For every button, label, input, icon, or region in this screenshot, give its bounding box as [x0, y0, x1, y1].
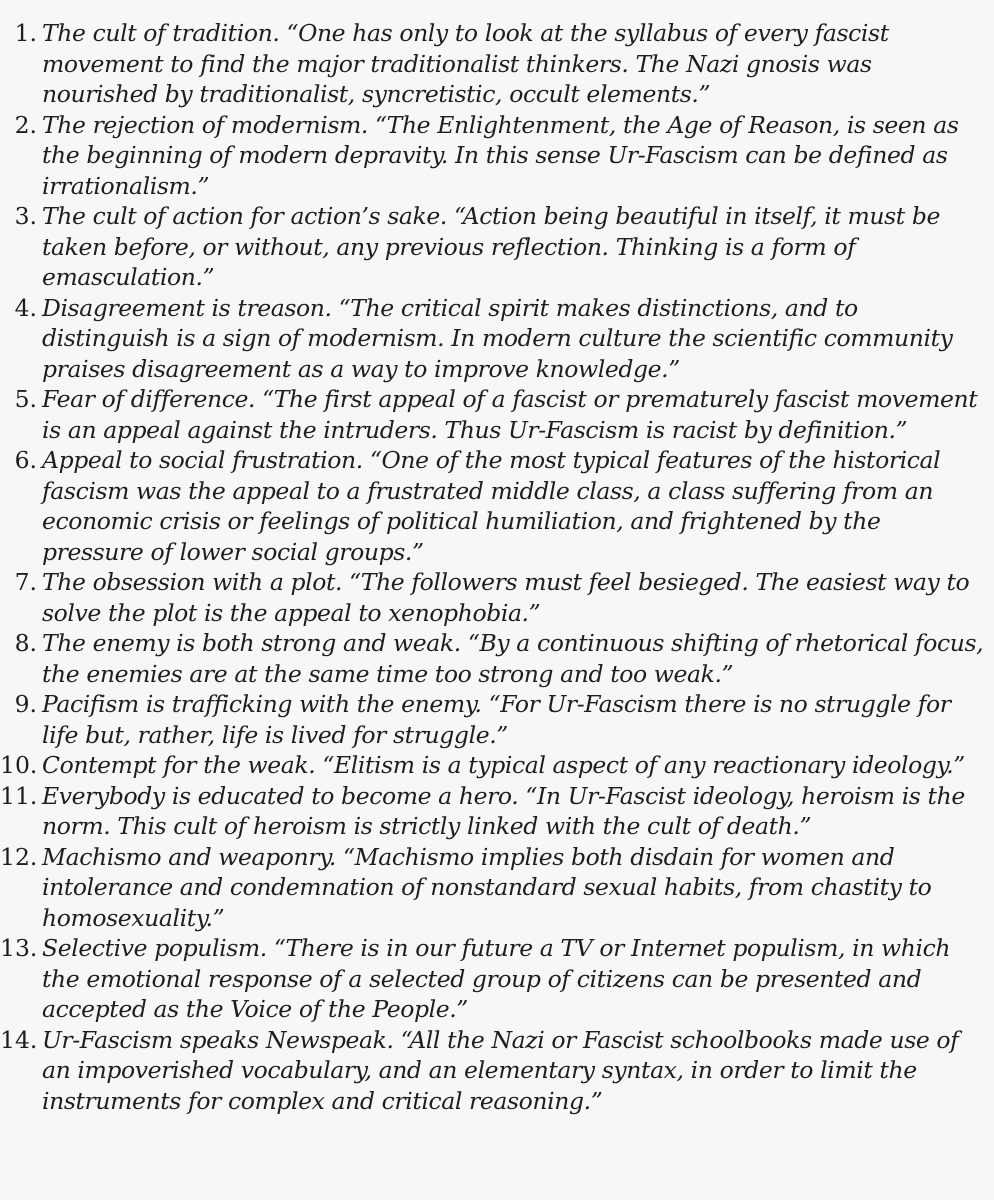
list-item — [0, 933, 986, 1025]
list-text: The cult of tradition. “One has only to look at the syllabus of every fascist movement to find the major traditionalist thinkers. The Nazi gnosis was nourished by traditionalist, syncretistic, occult elements.” — [42, 19, 889, 108]
list-item — [0, 1025, 986, 1117]
list-number: 8. — [14, 629, 37, 657]
list-text: Contempt for the weak. “Elitism is a typical aspect of any reactionary ideology.” — [42, 751, 965, 779]
list-number: 5. — [14, 385, 37, 413]
list-text: Everybody is educated to become a hero. “In Ur-Fascist ideology, heroism is the norm. This cult of heroism is strictly linked with the cult of death.” — [42, 781, 965, 840]
list-text: The obsession with a plot. “The followers must feel besieged. The easiest way to solve the plot is the appeal to xenophobia.” — [42, 568, 970, 627]
list-text: Machismo and weaponry. “Machismo implies both disdain for women and intolerance and condemnation of nonstandard sexual habits, from chastity to homosexuality.” — [42, 842, 932, 932]
list-number: 3. — [14, 202, 37, 230]
list-item — [0, 445, 986, 567]
list-text: Ur-Fascism speaks Newspeak. “All the Nazi or Fascist schoolbooks made use of an impoverished vocabulary, and an elementary syntax, in order to limit the instruments for complex and critical reasoning.” — [42, 1025, 959, 1115]
list-text: The rejection of modernism. “The Enlightenment, the Age of Reason, is seen as the beginning of modern depravity. In this sense Ur-Fascism can be defined as irrationalism.” — [42, 110, 959, 200]
list-text: The cult of action for action’s sake. “Action being beautiful in itself, it must be taken before, or without, any previous reflection. Thinking is a form of emasculation.” — [42, 202, 940, 291]
list-number: 14. — [0, 1025, 38, 1054]
list-item — [0, 628, 986, 689]
list-item — [0, 567, 986, 628]
list-text: Fear of difference. “The first appeal of a fascist or prematurely fascist movement is an appeal against the intruders. Thus Ur-Fascism is racist by definition.” — [42, 385, 978, 444]
list-number: 4. — [14, 293, 37, 322]
list-item — [0, 201, 986, 293]
list-item — [0, 750, 986, 781]
list-item — [0, 110, 986, 202]
list-item — [0, 689, 986, 750]
list-item — [0, 293, 986, 385]
list-text: Selective populism. “There is in our future a TV or Internet populism, in which the emotional response of a selected group of citizens can be presented and accepted as the Voice of the People.” — [42, 934, 951, 1023]
list-number: 12. — [0, 842, 38, 871]
list-item — [0, 842, 986, 934]
list-text: The enemy is both strong and weak. “By a continuous shifting of rhetorical focus, the enemies are at the same time too strong and too weak.” — [42, 629, 984, 688]
list-item — [0, 18, 986, 110]
list-item — [0, 781, 986, 842]
list-number: 6. — [14, 446, 37, 474]
numbered-list — [0, 18, 986, 1116]
list-text: Pacifism is trafficking with the enemy. “For Ur-Fascism there is no struggle for life but, rather, life is lived for struggle.” — [42, 690, 951, 749]
list-text: Disagreement is treason. “The critical spirit makes distinctions, and to distinguish is a sign of modernism. In modern culture the scientific community praises disagreement as a way to improve knowledge.” — [42, 293, 953, 383]
list-text: Appeal to social frustration. “One of the most typical features of the historical fascism was the appeal to a frustrated middle class, a class suffering from an economic crisis or feelings of political humiliation, and frightened by the pressure of lower social groups.” — [42, 446, 941, 566]
list-number: 11. — [0, 781, 38, 810]
list-item — [0, 384, 986, 445]
list-number: 10. — [0, 751, 38, 779]
list-number: 13. — [0, 934, 38, 962]
list-number: 2. — [14, 110, 37, 139]
list-number: 9. — [14, 690, 37, 718]
list-number: 7. — [14, 568, 37, 596]
list-number: 1. — [14, 19, 37, 47]
